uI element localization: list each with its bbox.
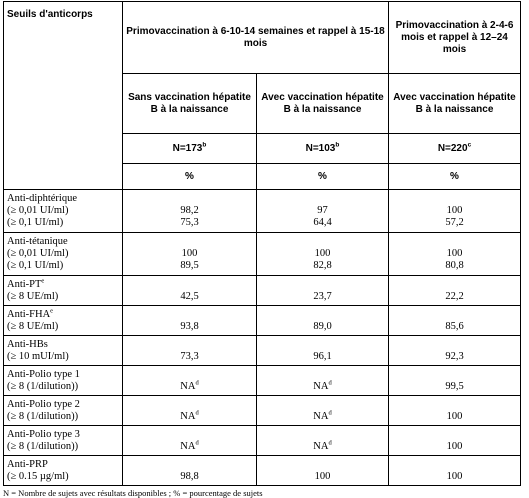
cell-value: NA: [180, 410, 196, 422]
row-label-text: Anti-diphtérique: [7, 193, 77, 204]
cell-value: 82,8: [313, 260, 332, 271]
table-row: [4, 456, 521, 486]
value-line: [392, 205, 517, 217]
row-label-text: (≥ 0.15 µg/ml): [7, 470, 69, 482]
row-label-text: (≥ 8 (1/dilution)): [7, 440, 79, 452]
cell-value: 100: [446, 205, 463, 216]
value-cell: [123, 366, 257, 396]
row-label-text: (≥ 0,01 UI/ml): [7, 205, 69, 216]
value-line: [126, 429, 253, 441]
value-line: [126, 411, 253, 423]
value-line: [392, 471, 517, 483]
value-cell: [123, 306, 257, 336]
header-percent-col1: %: [123, 164, 257, 190]
header-group-2-4-6-months: Primovaccination à 2-4-6 mois et rappel à 12–24 mois: [389, 2, 521, 74]
value-line: [260, 291, 385, 303]
table-row: [4, 426, 521, 456]
row-label: [4, 456, 123, 486]
value-cell: [389, 306, 521, 336]
value-cell: [257, 276, 389, 306]
cell-value: 98,8: [180, 470, 199, 482]
value-cell: [389, 456, 521, 486]
value-line: [392, 193, 517, 205]
value-cell: [257, 306, 389, 336]
value-line: [260, 260, 385, 272]
row-label-line: [7, 309, 119, 321]
row-label-line: [7, 291, 119, 303]
header-n-col1: $N=173^b$: [123, 134, 257, 164]
row-label-text: Anti-HBs: [7, 338, 48, 350]
row-label-line: [7, 193, 119, 205]
value-line: [126, 459, 253, 471]
row-label: [4, 396, 123, 426]
value-cell: [389, 233, 521, 276]
cell-value: 99,5: [445, 380, 464, 392]
value-line: [126, 321, 253, 333]
row-label-line: [7, 339, 119, 351]
row-label: [4, 276, 123, 306]
row-label-text: Anti-Polio type 1: [7, 368, 80, 380]
value-line: [126, 217, 253, 229]
value-line: [260, 459, 385, 471]
value-line: [392, 441, 517, 453]
row-label-line: [7, 279, 119, 291]
header-n-col3: $N=220^c$: [389, 134, 521, 164]
row-label-line: [7, 351, 119, 363]
header-n-col2: $N=103^b$: [257, 134, 389, 164]
footnote-marker: d: [328, 409, 332, 416]
cell-value: 100: [314, 248, 331, 259]
footnote-marker: d: [195, 439, 199, 446]
value-cell: [123, 426, 257, 456]
row-label-line: [7, 411, 119, 423]
value-line: [260, 471, 385, 483]
row-label-line: [7, 205, 119, 217]
cell-value: 100: [446, 470, 463, 482]
cell-value: 89,5: [180, 260, 199, 271]
cell-value: 97: [317, 205, 328, 216]
value-line: [260, 339, 385, 351]
value-cell: [257, 396, 389, 426]
value-line: [260, 381, 385, 393]
value-line: [126, 351, 253, 363]
value-line: [260, 399, 385, 411]
value-line: [392, 321, 517, 333]
value-line: [260, 236, 385, 248]
row-label-line: [7, 459, 119, 471]
value-line: [260, 429, 385, 441]
row-label: [4, 190, 123, 233]
value-cell: [257, 233, 389, 276]
cell-value: 100: [446, 248, 463, 259]
footnote-marker: d: [328, 439, 332, 446]
cell-value: 100: [314, 470, 331, 482]
value-line: [126, 193, 253, 205]
value-line: [126, 471, 253, 483]
header-antibody-thresholds: Seuils d'anticorps: [4, 2, 123, 190]
value-line: [126, 291, 253, 303]
row-label-line: [7, 399, 119, 411]
row-label-line: [7, 260, 119, 272]
row-label-line: [7, 321, 119, 333]
value-cell: [389, 426, 521, 456]
row-label-text: Anti-PT: [7, 278, 42, 290]
value-line: [260, 205, 385, 217]
value-line: [260, 351, 385, 363]
row-label-text: Anti-Polio type 3: [7, 428, 80, 440]
cell-value: NA: [313, 440, 329, 452]
value-line: [126, 309, 253, 321]
table-row: [4, 190, 521, 233]
row-label-text: (≥ 8 (1/dilution)): [7, 410, 79, 422]
header-group-6-10-14-weeks: Primovaccination à 6-10-14 semaines et rappel à 15-18 mois: [123, 2, 389, 74]
table-row: [4, 396, 521, 426]
footnote-marker: d: [328, 379, 332, 386]
row-label-line: [7, 236, 119, 248]
antibody-threshold-table: [3, 1, 521, 486]
value-line: [392, 339, 517, 351]
cell-value: 57,2: [445, 217, 464, 228]
value-line: [392, 279, 517, 291]
value-cell: [123, 396, 257, 426]
value-line: [392, 429, 517, 441]
value-line: [126, 205, 253, 217]
value-cell: [123, 456, 257, 486]
cell-value: 92,3: [445, 350, 464, 362]
cell-value: NA: [180, 380, 196, 392]
value-line: [126, 236, 253, 248]
value-line: [260, 411, 385, 423]
value-cell: [389, 396, 521, 426]
cell-value: NA: [180, 440, 196, 452]
cell-value: 73,3: [180, 350, 199, 362]
value-line: [392, 217, 517, 229]
footnote-marker: d: [195, 379, 199, 386]
cell-value: 100: [446, 440, 463, 452]
value-line: [392, 369, 517, 381]
value-line: [126, 279, 253, 291]
value-line: [126, 260, 253, 272]
value-cell: [257, 456, 389, 486]
row-label-text: (≥ 0,1 UI/ml): [7, 260, 64, 271]
row-label: [4, 233, 123, 276]
row-label-text: Anti-Polio type 2: [7, 398, 80, 410]
cell-value: 42,5: [180, 290, 199, 302]
row-label-line: [7, 429, 119, 441]
header-percent-col3: %: [389, 164, 521, 190]
value-line: [126, 369, 253, 381]
cell-value: 100: [446, 410, 463, 422]
cell-value: 80,8: [445, 260, 464, 271]
value-line: [392, 411, 517, 423]
value-line: [392, 399, 517, 411]
cell-value: 98,2: [180, 205, 199, 216]
row-label: [4, 426, 123, 456]
value-line: [260, 217, 385, 229]
value-line: [260, 309, 385, 321]
value-cell: [257, 426, 389, 456]
row-label: [4, 336, 123, 366]
header-without-hepb-birth: Sans vaccination hépatite B à la naissance: [123, 74, 257, 134]
value-line: [260, 321, 385, 333]
header-percent-col2: %: [257, 164, 389, 190]
value-cell: [389, 366, 521, 396]
value-cell: [389, 276, 521, 306]
cell-value: 85,6: [445, 320, 464, 332]
row-label-text: (≥ 0,01 UI/ml): [7, 248, 69, 259]
value-line: [126, 248, 253, 260]
row-label-text: Anti-tétanique: [7, 236, 68, 247]
value-line: [392, 291, 517, 303]
value-line: [392, 459, 517, 471]
row-label-line: [7, 441, 119, 453]
cell-value: 75,3: [180, 217, 199, 228]
table-row: [4, 306, 521, 336]
row-label-line: [7, 248, 119, 260]
footnote-marker: d: [195, 409, 199, 416]
footnote-marker: e: [41, 277, 45, 284]
value-cell: [257, 336, 389, 366]
cell-value: 93,8: [180, 320, 199, 332]
table-row: [4, 233, 521, 276]
row-label-text: (≥ 8 (1/dilution)): [7, 380, 79, 392]
value-cell: [257, 190, 389, 233]
header-with-hepb-birth-1: Avec vaccination hépatite B à la naissance: [257, 74, 389, 134]
row-label-text: (≥ 0,1 UI/ml): [7, 217, 64, 228]
row-label-text: (≥ 10 mUI/ml): [7, 350, 69, 362]
cell-value: NA: [313, 410, 329, 422]
cell-value: 100: [181, 248, 198, 259]
row-label-line: [7, 217, 119, 229]
footnote-marker: e: [50, 307, 54, 314]
value-line: [392, 260, 517, 272]
value-line: [392, 236, 517, 248]
value-cell: [123, 276, 257, 306]
row-label-line: [7, 381, 119, 393]
value-cell: [257, 366, 389, 396]
table-footnote: N = Nombre de sujets avec résultats disponibles ; % = pourcentage de sujets: [3, 488, 263, 498]
value-line: [392, 309, 517, 321]
cell-value: 89,0: [313, 320, 332, 332]
row-label-text: Anti-FHA: [7, 308, 51, 320]
row-label-text: Anti-PRP: [7, 458, 48, 470]
value-line: [260, 369, 385, 381]
value-line: [392, 248, 517, 260]
value-line: [260, 279, 385, 291]
value-cell: [123, 233, 257, 276]
value-cell: [123, 190, 257, 233]
value-line: [260, 441, 385, 453]
row-label-text: (≥ 8 UE/ml): [7, 290, 59, 302]
value-cell: [389, 190, 521, 233]
value-cell: [389, 336, 521, 366]
value-line: [260, 193, 385, 205]
table-row: [4, 276, 521, 306]
value-line: [260, 248, 385, 260]
value-cell: [123, 336, 257, 366]
value-line: [126, 381, 253, 393]
value-line: [392, 351, 517, 363]
value-line: [392, 381, 517, 393]
value-line: [126, 399, 253, 411]
row-label: [4, 306, 123, 336]
value-line: [126, 339, 253, 351]
row-label: [4, 366, 123, 396]
cell-value: NA: [313, 380, 329, 392]
table-row: [4, 366, 521, 396]
value-line: [126, 441, 253, 453]
cell-value: 22,2: [445, 290, 464, 302]
row-label-line: [7, 369, 119, 381]
cell-value: 64,4: [313, 217, 332, 228]
row-label-text: (≥ 8 UE/ml): [7, 320, 59, 332]
cell-value: 96,1: [313, 350, 332, 362]
table-row: [4, 336, 521, 366]
header-with-hepb-birth-2: Avec vaccination hépatite B à la naissance: [389, 74, 521, 134]
cell-value: 23,7: [313, 290, 332, 302]
row-label-line: [7, 471, 119, 483]
